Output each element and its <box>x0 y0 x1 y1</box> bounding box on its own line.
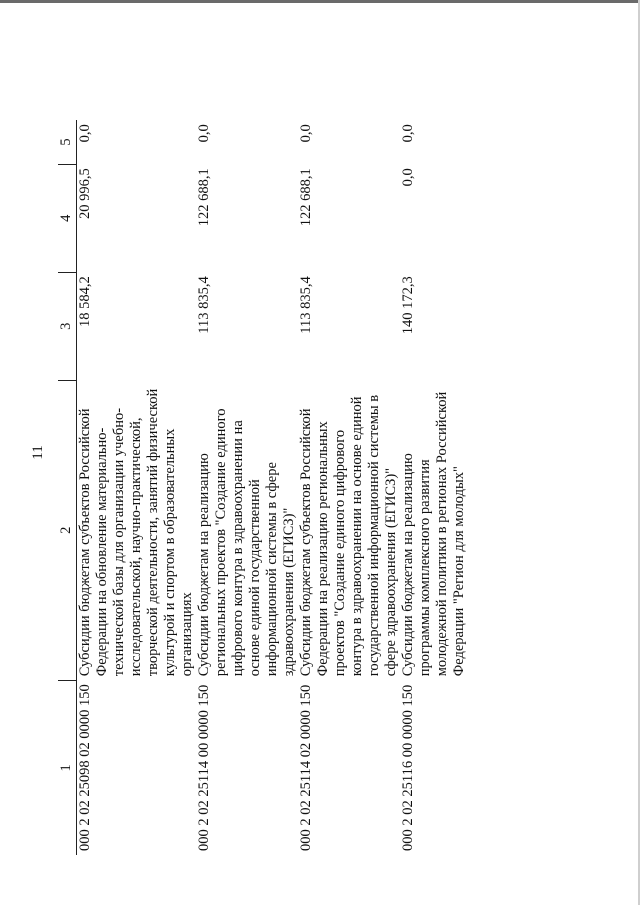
row-code: 000 2 02 25116 00 0000 150 <box>400 684 416 851</box>
row-value-col3: 18 584,2 <box>77 276 93 327</box>
table-row <box>77 120 197 855</box>
row-value-col3: 140 172,3 <box>400 276 416 335</box>
header-col-1: 1 <box>58 680 77 855</box>
row-value-col5: 0,0 <box>77 124 93 143</box>
row-value-col4: 20 996,5 <box>77 168 93 219</box>
row-name: Субсидии бюджетам на реализацию программы комплексного развития молодежной политики в регионах Российской Федерации "Регион для молодых" <box>400 391 467 677</box>
row-value-col5: 0,0 <box>298 124 314 143</box>
row-name: Субсидии бюджетам на реализацию региональных проектов "Создание единого цифрового контура в здравоохранении на основе единой государственной информационной системы в сфере здравоохранения (ЕГИСЗ)" <box>196 408 297 677</box>
row-value-col3: 113 835,4 <box>196 276 212 334</box>
row-value-col5: 0,0 <box>196 124 212 143</box>
header-col-3: 3 <box>58 272 77 380</box>
table-row <box>196 120 298 855</box>
page-number: 11 <box>30 445 46 460</box>
row-code: 000 2 02 25114 02 0000 150 <box>298 684 314 851</box>
row-name: Субсидии бюджетам субъектов Российской Федерации на реализацию региональных проектов "Создание единого цифрового контура в здравоохранении на основе единой государственной информационной системы в сфере здравоохранения (ЕГИСЗ)" <box>298 394 399 677</box>
row-code: 000 2 02 25114 00 0000 150 <box>196 684 212 851</box>
header-col-4: 4 <box>58 164 77 272</box>
row-value-col4: 122 688,1 <box>298 168 314 227</box>
table-row <box>400 120 468 855</box>
row-value-col4: 122 688,1 <box>196 168 212 227</box>
header-col-5: 5 <box>58 120 77 164</box>
row-value-col5: 0,0 <box>400 124 416 143</box>
header-row <box>58 120 77 855</box>
row-value-col3: 113 835,4 <box>298 276 314 334</box>
row-name: Субсидии бюджетам субъектов Российской Федерации на обновление материально-технической базы для организации учебно-исследовательской, научно-практической, творческой деятельности, занятий физической культурой и спортом в образовательных организациях <box>77 388 195 677</box>
budget-table <box>58 120 468 855</box>
row-value-col4: 0,0 <box>400 168 416 187</box>
header-col-2: 2 <box>58 380 77 680</box>
row-code: 000 2 02 25098 02 0000 150 <box>77 684 93 851</box>
table-row <box>298 120 400 855</box>
